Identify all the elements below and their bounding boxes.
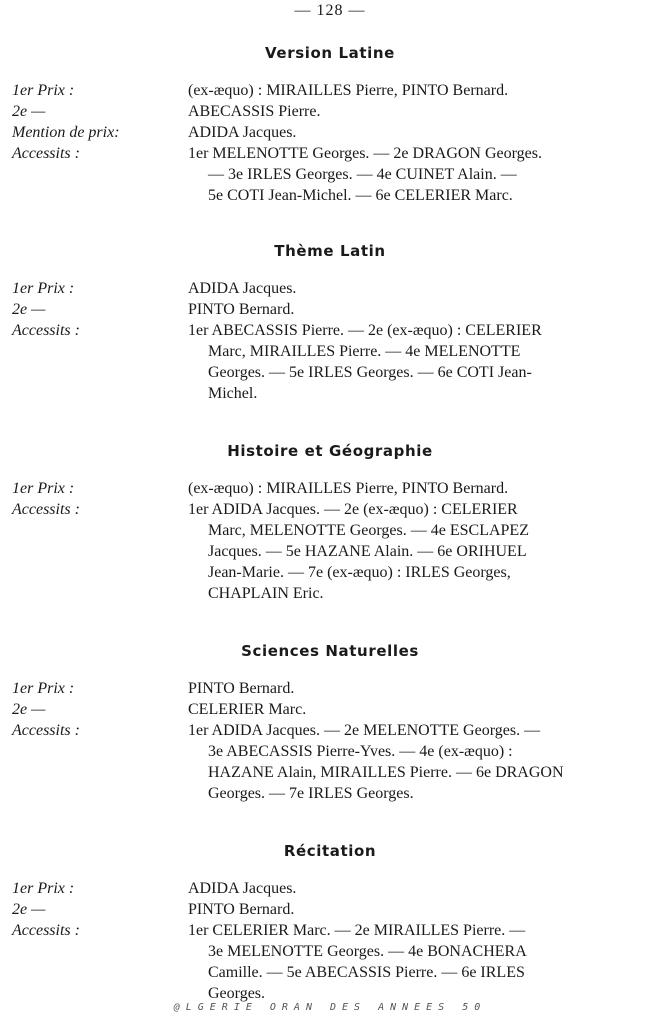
recipient-line: 1er ADIDA Jacques. — 2e MELENOTTE Georges. —	[188, 722, 541, 739]
award-label: 2e —	[12, 701, 46, 718]
recipient-line: 1er ABECASSIS Pierre. — 2e (ex-æquo) : CELERIER	[188, 322, 542, 339]
award-entry	[0, 478, 660, 499]
award-label: Accessits :	[12, 722, 80, 739]
award-label: 1er Prix :	[12, 680, 75, 697]
award-label: 2e —	[12, 103, 46, 120]
recipient-line: 5e COTI Jean-Michel. — 6e CELERIER Marc.	[208, 187, 513, 204]
award-entry	[0, 320, 660, 404]
award-recipients	[188, 320, 648, 404]
award-recipients	[188, 720, 648, 804]
section-title: Histoire et Géographie	[227, 442, 433, 460]
award-recipients	[188, 499, 648, 604]
section-histoire-et-géographie	[0, 442, 660, 604]
recipient-line: Camille. — 5e ABECASSIS Pierre. — 6e IRLES	[208, 964, 525, 981]
award-entry	[0, 499, 660, 604]
recipient-line: Georges.	[208, 985, 266, 1002]
section-thème-latin	[0, 242, 660, 404]
section-récitation	[0, 842, 660, 1004]
recipient-line: CELERIER Marc.	[188, 701, 307, 718]
award-label: Accessits :	[12, 501, 80, 518]
award-recipients	[188, 920, 648, 1004]
recipient-line: Marc, MIRAILLES Pierre. — 4e MELENOTTE	[208, 343, 521, 360]
award-label: Accessits :	[12, 922, 80, 939]
section-title: Thème Latin	[274, 242, 386, 260]
recipient-line: ADIDA Jacques.	[188, 280, 297, 297]
award-recipients	[188, 299, 648, 320]
award-label: 2e —	[12, 901, 46, 918]
award-entry	[0, 278, 660, 299]
page-number: — 128 —	[294, 2, 366, 19]
section-sciences-naturelles	[0, 642, 660, 804]
recipient-line: Georges. — 7e IRLES Georges.	[208, 785, 414, 802]
recipient-line: CHAPLAIN Eric.	[208, 585, 324, 602]
recipient-line: Jean-Marie. — 7e (ex-æquo) : IRLES Georges,	[208, 564, 511, 581]
award-entry	[0, 101, 660, 122]
recipient-line: Michel.	[208, 385, 258, 402]
award-entry	[0, 899, 660, 920]
recipient-line: 3e ABECASSIS Pierre-Yves. — 4e (ex-æquo) :	[208, 743, 513, 760]
award-entry	[0, 122, 660, 143]
award-label: 1er Prix :	[12, 280, 75, 297]
award-entry	[0, 143, 660, 206]
section-title: Récitation	[283, 842, 377, 860]
recipient-line: PINTO Bernard.	[188, 901, 295, 918]
award-recipients	[188, 101, 648, 122]
recipient-line: PINTO Bernard.	[188, 301, 295, 318]
section-title: Version Latine	[265, 44, 395, 62]
award-entry	[0, 678, 660, 699]
award-recipients	[188, 143, 648, 206]
award-recipients	[188, 278, 648, 299]
recipient-line: Marc, MELENOTTE Georges. — 4e ESCLAPEZ	[208, 522, 529, 539]
recipient-line: (ex-æquo) : MIRAILLES Pierre, PINTO Bernard.	[188, 480, 509, 497]
award-label: 1er Prix :	[12, 880, 75, 897]
award-label: Accessits :	[12, 322, 80, 339]
award-label: 2e —	[12, 301, 46, 318]
recipient-line: Georges. — 5e IRLES Georges. — 6e COTI Jean-	[208, 364, 532, 381]
award-entry	[0, 720, 660, 804]
recipient-line: Jacques. — 5e HAZANE Alain. — 6e ORIHUEL	[208, 543, 527, 560]
recipient-line: 1er MELENOTTE Georges. — 2e DRAGON Georges.	[188, 145, 542, 162]
recipient-line: 3e MELENOTTE Georges. — 4e BONACHERA	[208, 943, 527, 960]
section-version-latine	[0, 44, 660, 206]
award-recipients	[188, 122, 648, 143]
award-entry	[0, 920, 660, 1004]
section-title: Sciences Naturelles	[241, 642, 419, 660]
award-recipients	[188, 899, 648, 920]
award-recipients	[188, 699, 648, 720]
award-entry	[0, 299, 660, 320]
award-entry	[0, 699, 660, 720]
award-recipients	[188, 80, 648, 101]
recipient-line: 1er ADIDA Jacques. — 2e (ex-æquo) : CELERIER	[188, 501, 518, 518]
award-recipients	[188, 678, 648, 699]
watermark-footer: @LGERIE ORAN DES ANNEES 50	[173, 1002, 487, 1013]
award-recipients	[188, 878, 648, 899]
recipient-line: 1er CELERIER Marc. — 2e MIRAILLES Pierre. —	[188, 922, 526, 939]
award-entry	[0, 80, 660, 101]
recipient-line: (ex-æquo) : MIRAILLES Pierre, PINTO Bernard.	[188, 82, 509, 99]
award-label: 1er Prix :	[12, 480, 75, 497]
award-label: Mention de prix:	[12, 124, 120, 141]
award-label: Accessits :	[12, 145, 80, 162]
recipient-line: — 3e IRLES Georges. — 4e CUINET Alain. —	[208, 166, 517, 183]
recipient-line: PINTO Bernard.	[188, 680, 295, 697]
recipient-line: ABECASSIS Pierre.	[188, 103, 321, 120]
award-entry	[0, 878, 660, 899]
recipient-line: HAZANE Alain, MIRAILLES Pierre. — 6e DRAGON	[208, 764, 564, 781]
award-recipients	[188, 478, 648, 499]
award-label: 1er Prix :	[12, 82, 75, 99]
recipient-line: ADIDA Jacques.	[188, 124, 297, 141]
recipient-line: ADIDA Jacques.	[188, 880, 297, 897]
